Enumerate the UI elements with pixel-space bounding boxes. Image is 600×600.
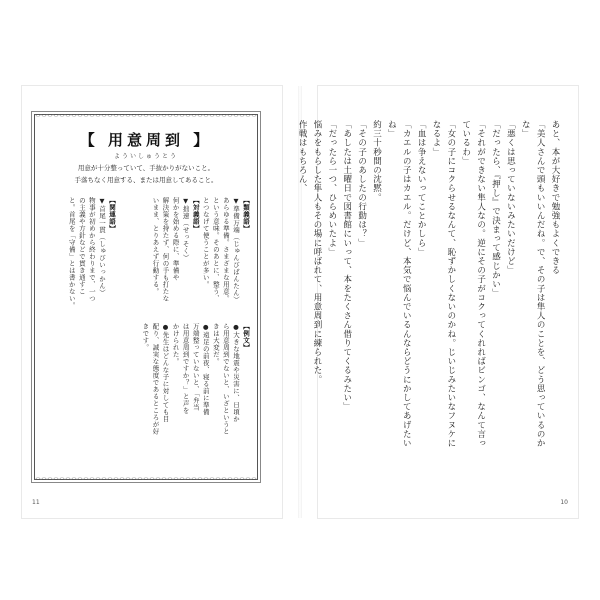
section-line: という意味。そのあとに、整う、 bbox=[211, 197, 220, 302]
dictionary-entry-box bbox=[34, 114, 258, 480]
example-line: は用意周到ですか？」と声を bbox=[181, 323, 190, 414]
story-line: 作戦はもちろん、 bbox=[297, 120, 308, 193]
example-line: きです。 bbox=[141, 323, 150, 351]
section-line: あらゆる準備。さまざまな用意。 bbox=[221, 197, 230, 302]
section-line: とつなげて使うことが多い。 bbox=[201, 197, 210, 288]
section-line: ▼準備万端（じゅんびばんたん） bbox=[231, 197, 240, 304]
story-line: 「美人さんで頭もいいんだね。で、その子は隼人のことを、どう思っているのかな」 bbox=[520, 120, 546, 448]
example-line: きは大変だ。 bbox=[211, 323, 220, 365]
story-line: あと、本が大好きで勉強もよくできる bbox=[550, 120, 560, 275]
section-line: ▼首尾一貫（しゅびいっかん） bbox=[97, 197, 106, 297]
example-line: ●遠足の前夜、寝る前に準備 bbox=[201, 323, 210, 416]
page-number-left: 11 bbox=[32, 499, 40, 506]
section-line: の主義や方針などで貫き通すこ bbox=[77, 197, 86, 295]
story-line: 「それができない隼人なの。逆にその子がコクってくれればビンゴ、なんて言っているわ」 bbox=[460, 120, 486, 448]
section-line: 何かを始める際に、準備や bbox=[171, 197, 180, 281]
entry-title: 【 用意周到 】 bbox=[79, 131, 213, 149]
synonym-section bbox=[150, 197, 251, 315]
story-line: 悩みをもらした隼人もその場に呼ばれて、用意周到に練られた。 bbox=[312, 120, 322, 384]
story-line: 約三十秒間の沈黙。 bbox=[371, 120, 382, 202]
story-line: 「女の子にコクらせるなんて、恥ずかしくないのかね。じいじみたいなフヌケになるよ」 bbox=[431, 120, 456, 448]
entry-definition-line: 用意が十分整っていて、手抜かりがないこと。 bbox=[77, 164, 215, 172]
left-page bbox=[22, 86, 282, 518]
frame-border-top bbox=[35, 114, 257, 120]
story-line: 「その子のあしたの行動は？」 bbox=[356, 120, 367, 248]
example-line: ら用意周到でないと、いざというと bbox=[221, 323, 230, 435]
example-line: 配り、誠実な態度であるところが好 bbox=[151, 323, 160, 435]
synonym-heading: 【類義語】 bbox=[242, 197, 250, 232]
story-line: 「だったら一つ、ひらめいたよ」 bbox=[326, 120, 337, 257]
story-text bbox=[294, 120, 562, 450]
example-line: ●先生はどんな子に対しても目 bbox=[161, 323, 170, 423]
section-line: いまま、とりあえず行動する。 bbox=[151, 197, 160, 295]
section-line: ▼拙速（せっそく） bbox=[181, 197, 190, 262]
story-line: 「悪くは思っていないみたいだけど」 bbox=[505, 120, 516, 275]
page-number-right: 10 bbox=[560, 499, 568, 506]
antonym-heading: 【対義語】 bbox=[191, 197, 200, 232]
examples-section bbox=[140, 323, 251, 473]
related-heading: 【関連語】 bbox=[108, 197, 116, 232]
story-line: 「あしたは土曜日で図書館にいって、本をたくさん借りてくるみたい」 bbox=[341, 120, 352, 412]
related-section bbox=[67, 197, 117, 315]
entry-reading: よういしゅうとう bbox=[113, 153, 178, 160]
section-line: 解決策を持たず、何の手も打たな bbox=[161, 197, 170, 302]
example-line: かけられた。 bbox=[171, 323, 180, 365]
section-line: と。首尾を「守備」とは書かない。 bbox=[67, 197, 76, 309]
frame-border-bottom bbox=[35, 474, 257, 480]
story-line: 「だったら、『押し』で決まって感じかい」 bbox=[490, 120, 501, 298]
story-line: 「血は争えないってことかしら」 bbox=[416, 120, 427, 257]
examples-heading: 【例文】 bbox=[242, 323, 250, 351]
example-line: 万端整っていないと、「弁当 bbox=[191, 323, 200, 411]
right-page bbox=[297, 86, 578, 518]
section-line: 物事が初めから終わりまで、一つ bbox=[87, 197, 96, 302]
example-line: ●大きな地震や災害に、日頃か bbox=[231, 323, 240, 423]
story-line: 「カエルの子はカエル。だけど、本気で悩んでいるんならどうにかしてあげたいね」 bbox=[386, 120, 412, 448]
entry-definition-line: 手落ちなく用意する、または用意してあること。 bbox=[74, 176, 218, 184]
